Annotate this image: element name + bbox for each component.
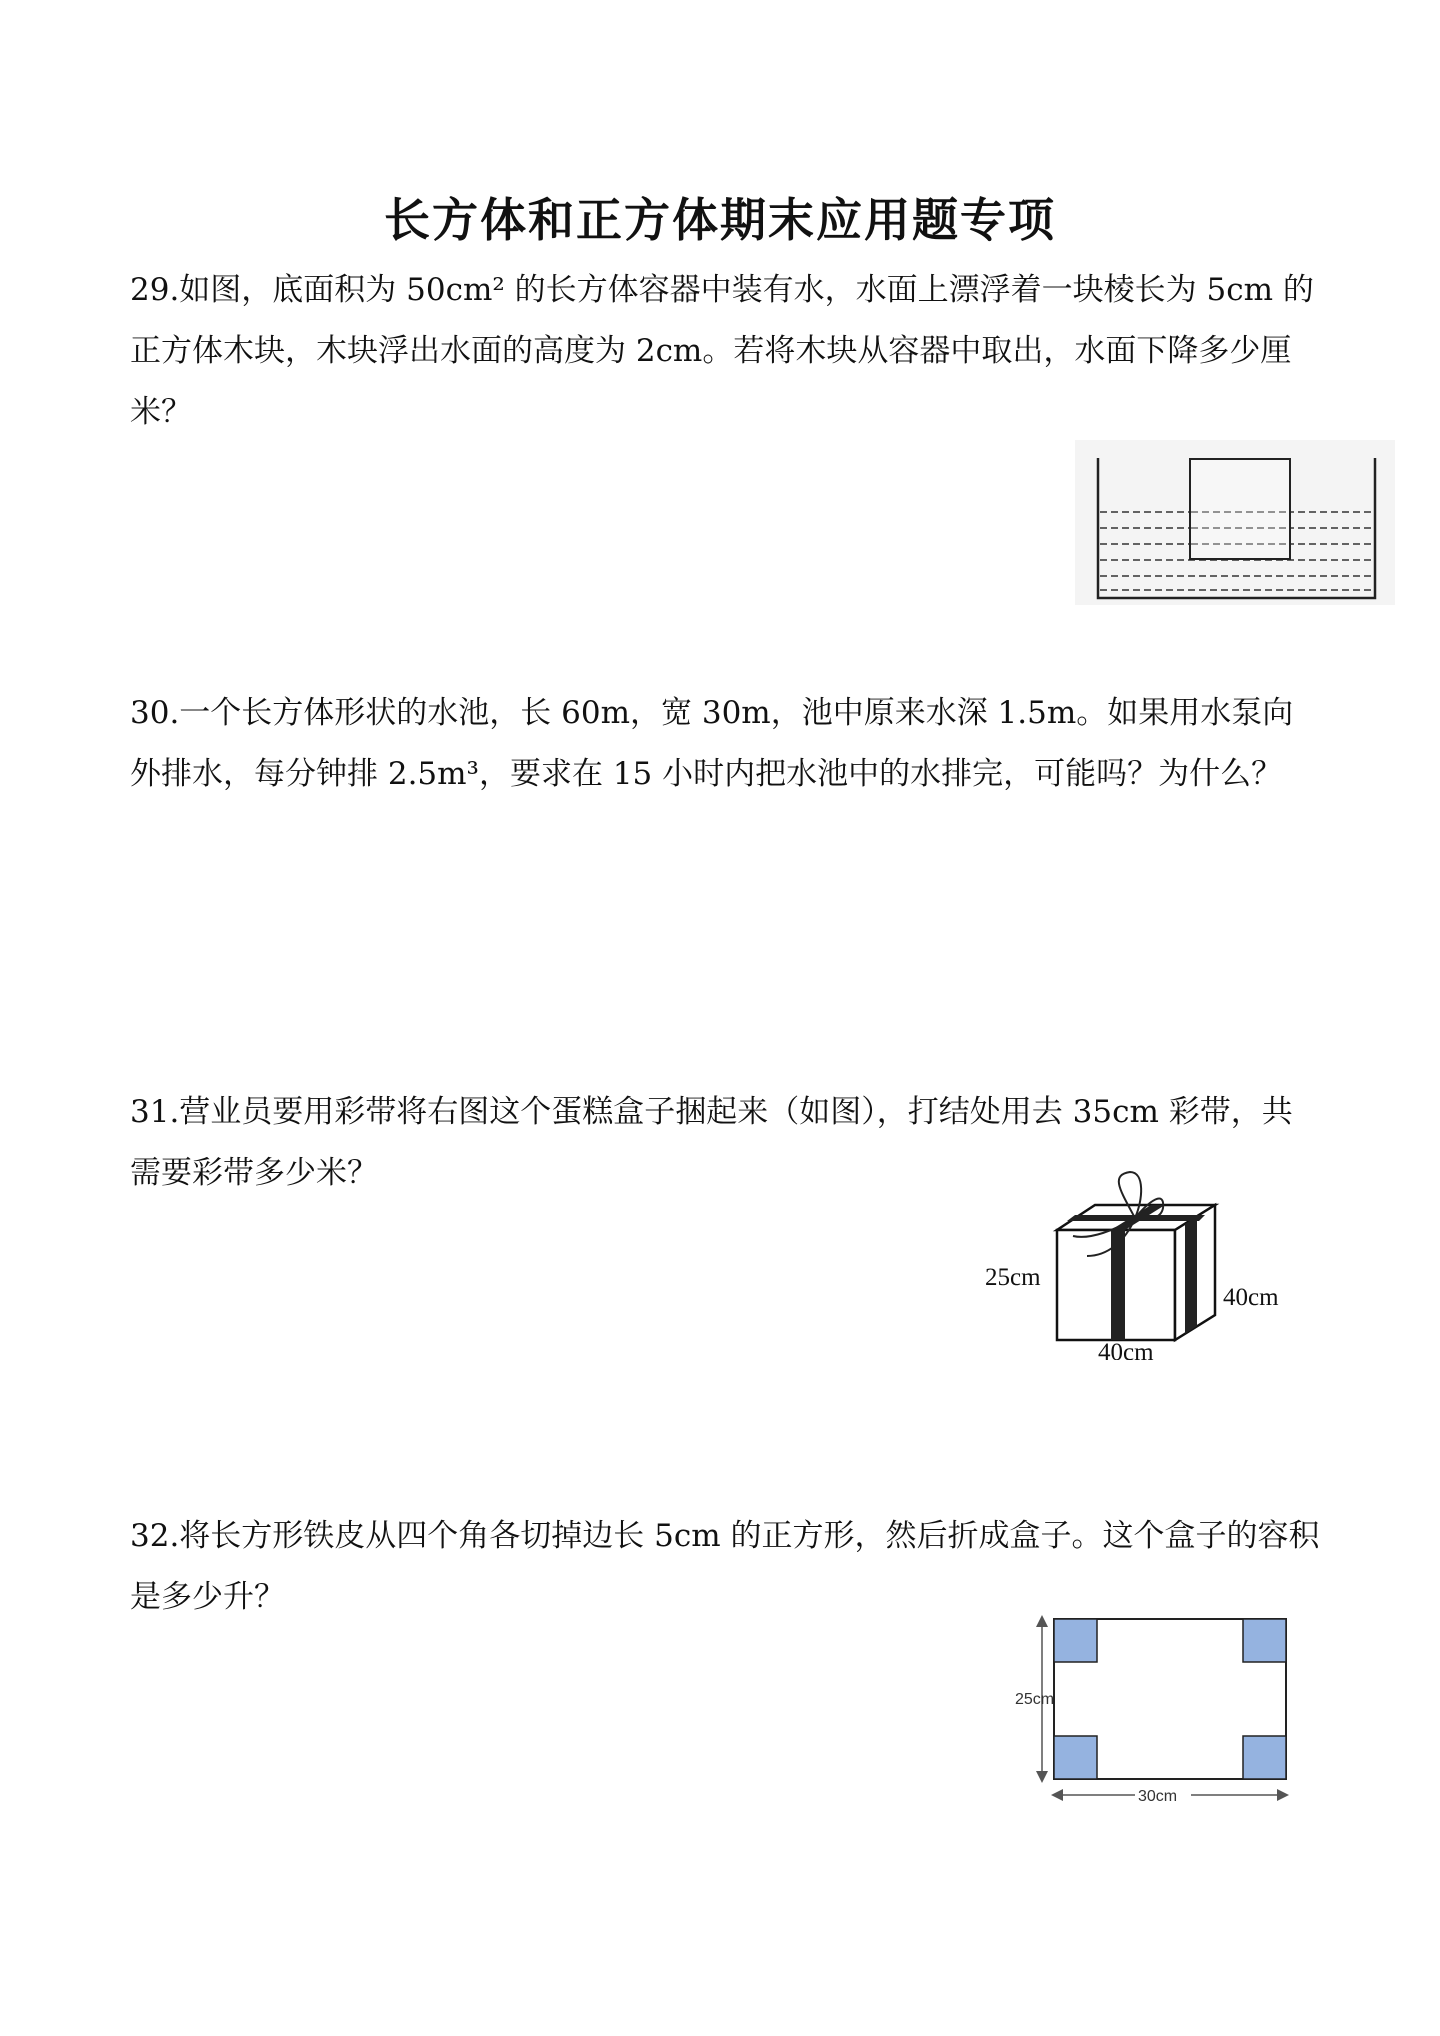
label-box-height: 25cm <box>985 1264 1041 1291</box>
iron-sheet-diagram <box>1005 1605 1305 1810</box>
figure-water-container <box>1075 440 1395 609</box>
cake-box-diagram <box>985 1160 1320 1360</box>
question-32: 32.将长方形铁皮从四个角各切掉边长 5cm 的正方形，然后折成盒子。这个盒子的容积是多少升？ <box>130 1518 1320 1615</box>
question-30: 30.一个长方体形状的水池，长 60m，宽 30m，池中原来水深 1.5m。如果用水泵向外排水，每分钟排 2.5m³，要求在 15 小时内把水池中的水排完，可能吗？为什么？ <box>130 695 1294 792</box>
question-31: 31.营业员要用彩带将右图这个蛋糕盒子捆起来（如图），打结处用去 35cm 彩带，共需要彩带多少米？ <box>130 1094 1293 1191</box>
label-sheet-width: 30cm <box>1138 1788 1178 1805</box>
corner-bottom-right <box>1243 1736 1286 1779</box>
figure-cake-box <box>985 1160 1320 1364</box>
figure-iron-sheet <box>1005 1605 1305 1814</box>
corner-top-right <box>1243 1619 1286 1662</box>
label-box-width: 40cm <box>1098 1339 1154 1360</box>
corner-bottom-left <box>1054 1736 1097 1779</box>
corner-top-left <box>1054 1619 1097 1662</box>
question-29: 29.如图，底面积为 50cm² 的长方体容器中装有水，水面上漂浮着一块棱长为 5cm 的正方体木块，木块浮出水面的高度为 2cm。若将木块从容器中取出，水面下降多少厘米？ <box>130 272 1314 430</box>
label-sheet-height: 25cm <box>1015 1691 1055 1708</box>
page-title: 长方体和正方体期末应用题专项 <box>384 193 1056 247</box>
container-diagram <box>1075 440 1395 605</box>
label-box-depth: 40cm <box>1223 1284 1279 1311</box>
